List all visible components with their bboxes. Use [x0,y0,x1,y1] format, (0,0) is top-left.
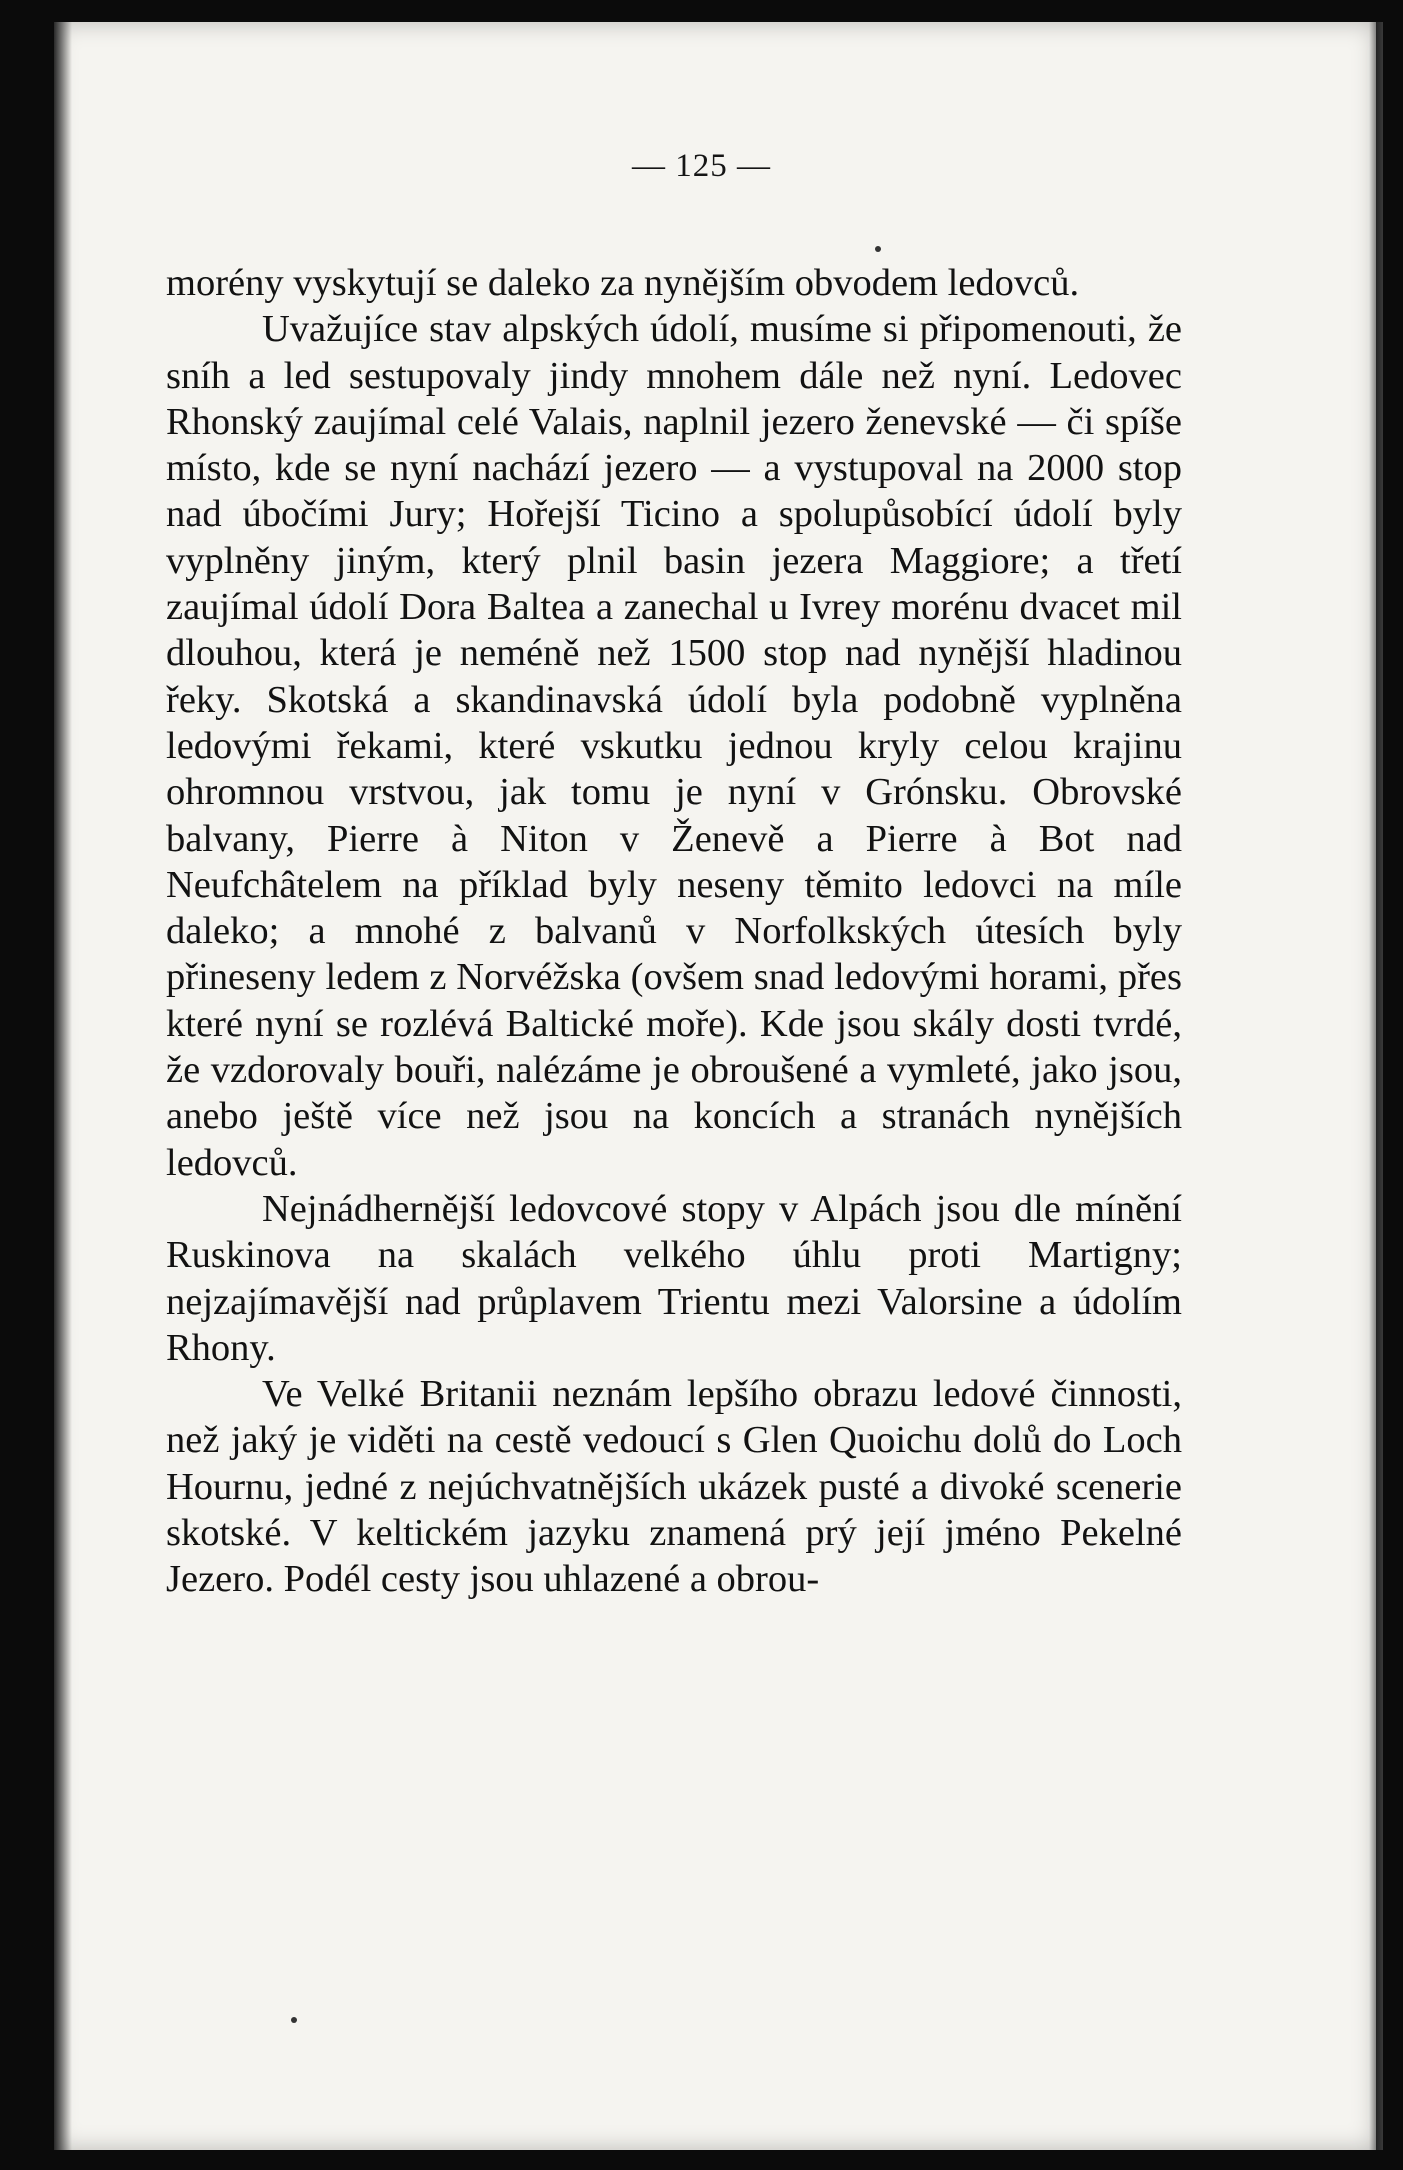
body-text [166,260,1182,1603]
page-number: — 125 — [632,148,771,184]
page-binding-shadow [54,22,72,2150]
paragraph-1: morény vyskytují se daleko za nynějším obvodem ledovců. [166,262,1080,304]
paragraph-3: Nejnádhernější ledovcové stopy v Alpách jsou dle mínění Ruskinova na skalách velkého úhlu proti Martigny; nejzajímavější nad průplavem Trientu mezi Valorsine a údolím Rhony. [166,1187,1182,1369]
paragraph-2: Uvažujíce stav alpských údolí, musíme si připomenouti, že sníh a led sestupovaly jindy mnohem dále než nyní. Ledovec Rhonský zaujímal celé Valais, naplnil jezero ženevské — či spíše místo, kde se nyní nachází jezero — a vystupoval na 2000 stop nad úbočími Jury; Hořejší Ticino a spolupůsobící údolí byly vyplněny jiným, který plnil basin jezera Maggiore; a třetí zaujímal údolí Dora Baltea a zanechal u Ivrey morénu dvacet mil dlouhou, která je neméně než 1500 stop nad nynější hladinou řeky. Skotská a skandinavská údolí byla podobně vyplněna ledovými řekami, které vskutku jednou kryly celou krajinu ohromnou vrstvou, jak tomu je nyní v Grónsku. Obrovské balvany, Pierre à Niton v Ženevě a Pierre à Bot nad Neufchâtelem na příklad byly neseny těmito ledovci na míle daleko; a mnohé z balvanů v Norfolkských útesích byly přineseny ledem z Norvéžska (ovšem snad ledovými horami, přes které nyní se rozlévá Baltické moře). Kde jsou skály dosti tvrdé, že vzdorovaly bouři, nalézáme je obroušené a vymleté, jako jsou, anebo ještě více než jsou na koncích a stranách nynějších ledovců. [166,308,1182,1184]
print-speck [291,2017,297,2023]
paragraph-4: Ve Velké Britanii neznám lepšího obrazu ledové činnosti, než jaký je viděti na cestě vedoucí s Glen Quoichu dolů do Loch Hournu, jedné z nejúchvatnějších ukázek pusté a divoké scenerie skotské. V keltickém jazyku znamená prý její jméno Pekelné Jezero. Podél cesty jsou uhlazené a obrou- [166,1373,1182,1601]
print-speck [875,246,881,252]
page-edge-shadow [1369,22,1383,2150]
